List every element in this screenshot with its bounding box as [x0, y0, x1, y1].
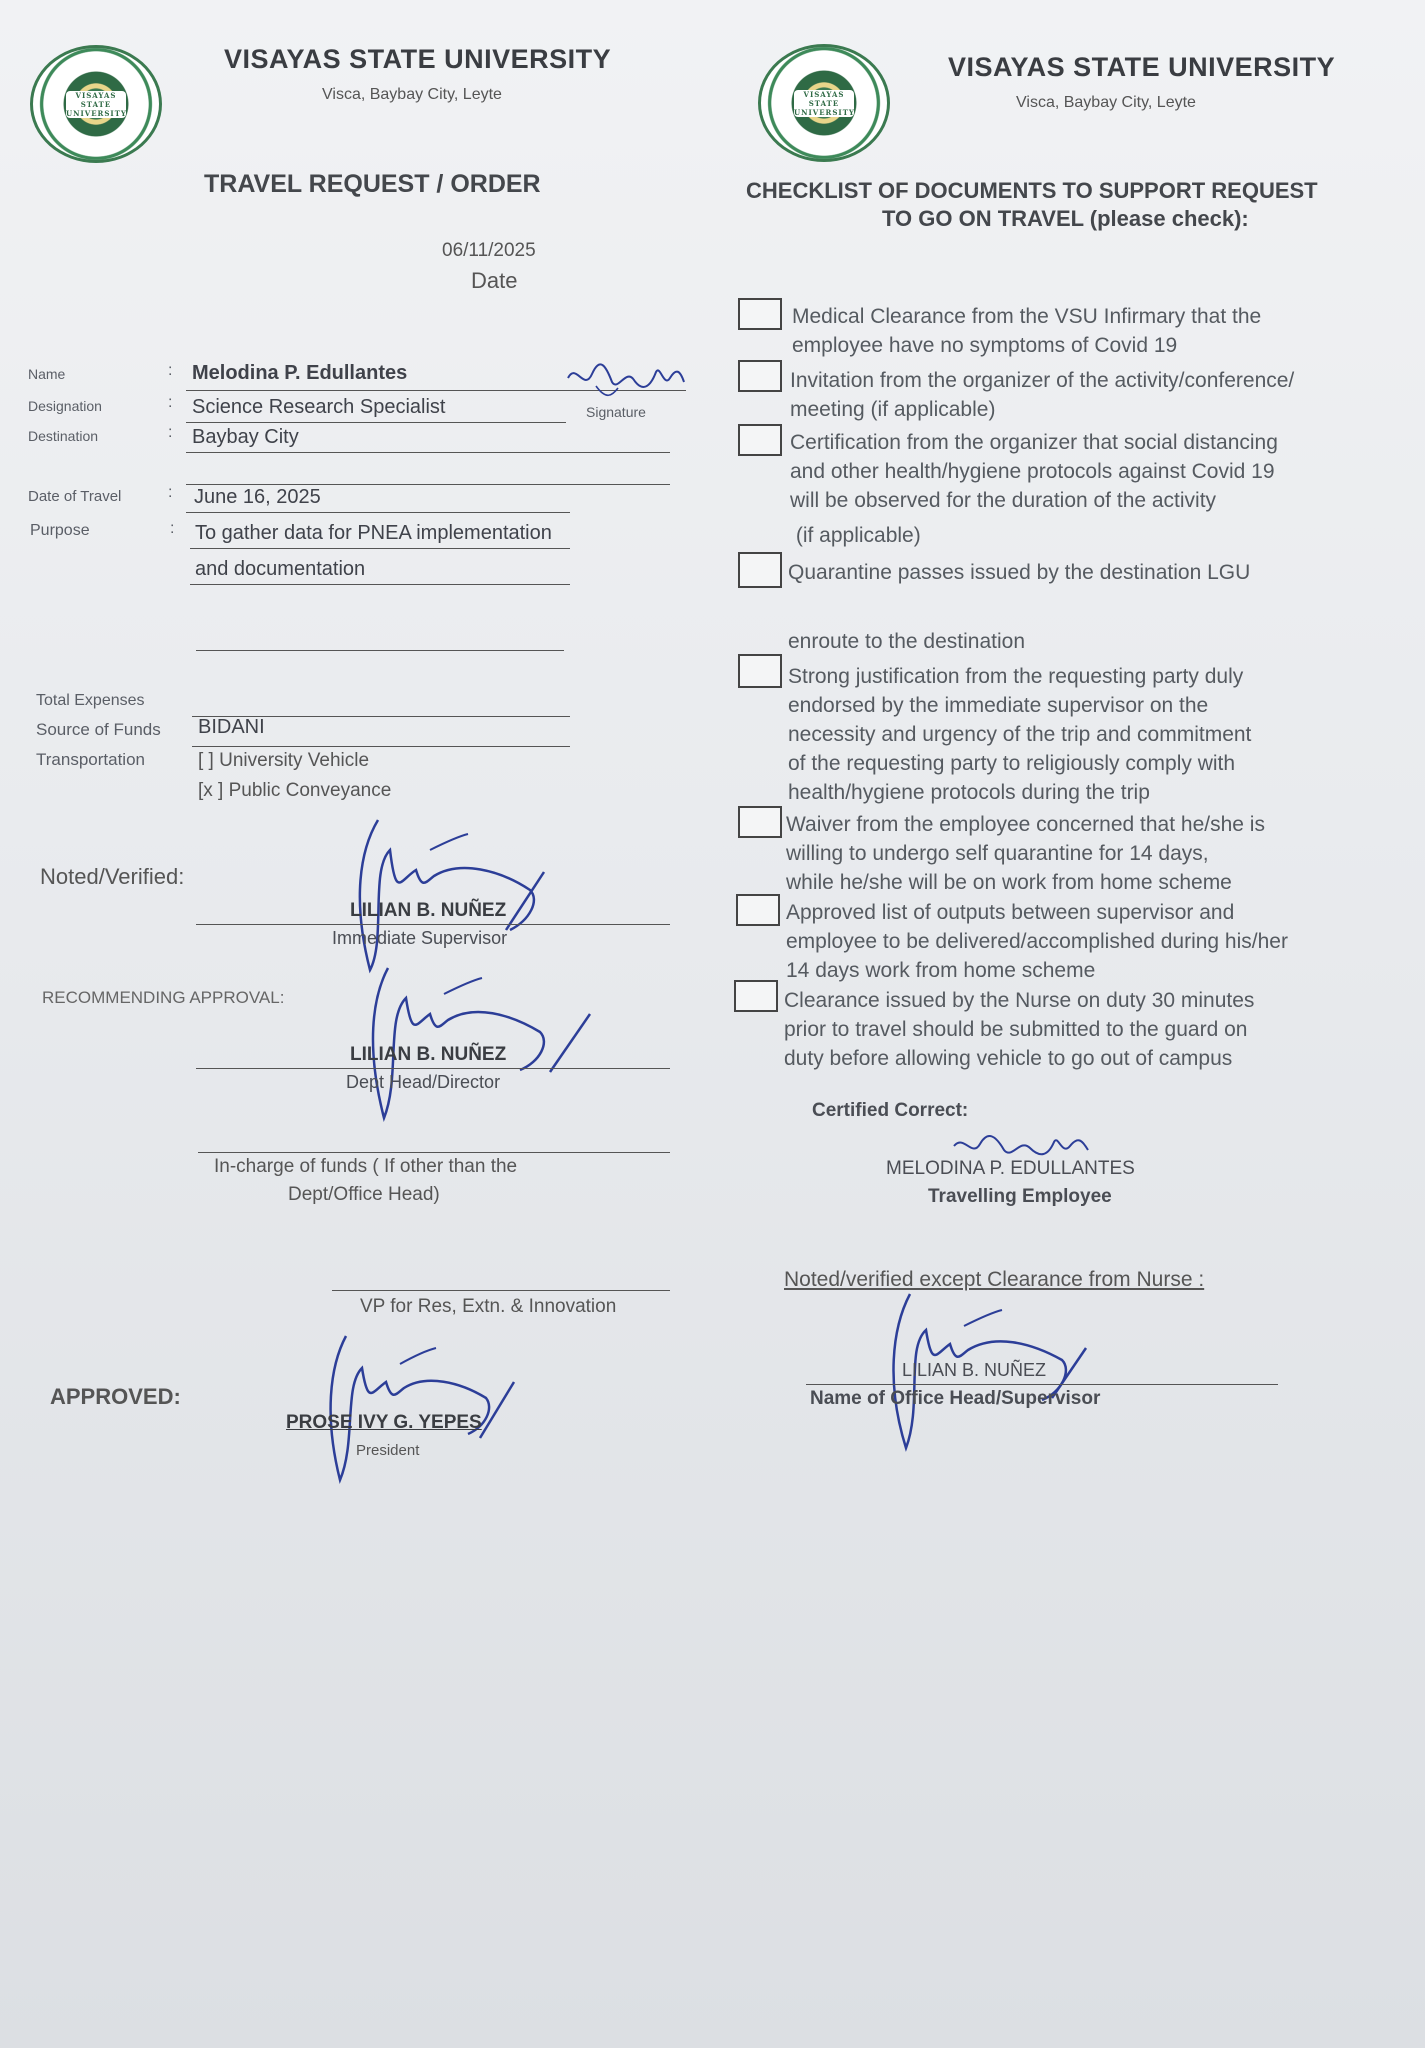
- seal-text: VISAYAS STATE UNIVERSITY: [794, 89, 855, 117]
- request-date: 06/11/2025: [442, 240, 536, 261]
- checklist-line: health/hygiene protocols during the trip: [788, 781, 1150, 804]
- transport-option-public-conveyance: [x ] Public Conveyance: [198, 780, 392, 801]
- president-role: President: [356, 1442, 420, 1459]
- university-address: Visca, Baybay City, Leyte: [322, 86, 502, 103]
- employee-role: Travelling Employee: [928, 1186, 1112, 1207]
- checklist-line: Quarantine passes issued by the destination LGU: [788, 561, 1251, 584]
- destination-value: Baybay City: [192, 426, 299, 448]
- checklist-line: employee to be delivered/accomplished during his/her: [786, 930, 1288, 953]
- checklist-line: will be observed for the duration of the activity: [790, 489, 1217, 512]
- designation-label: Designation: [28, 398, 102, 414]
- university-seal-right: [758, 44, 890, 162]
- certified-correct-label: Certified Correct:: [812, 1100, 969, 1121]
- checklist-line: while he/she will be on work from home scheme: [786, 871, 1232, 894]
- employee-signature: [566, 352, 686, 408]
- checklist-line: enroute to the destination: [788, 630, 1026, 653]
- checklist-line: Clearance issued by the Nurse on duty 30 minutes: [784, 989, 1255, 1012]
- university-name: VISAYAS STATE UNIVERSITY: [948, 52, 1336, 82]
- checkbox-medical-clearance[interactable]: [738, 298, 782, 330]
- checkbox-waiver[interactable]: [738, 806, 782, 838]
- form-title: TRAVEL REQUEST / ORDER: [204, 170, 541, 198]
- funds-incharge-role-2: Dept/Office Head): [288, 1184, 440, 1205]
- office-head-role: Name of Office Head/Supervisor: [810, 1388, 1101, 1409]
- date-of-travel-value: June 16, 2025: [194, 486, 321, 508]
- checklist-line: Medical Clearance from the VSU Infirmary that the: [792, 305, 1262, 328]
- checklist-item-invitation: [790, 366, 1294, 424]
- university-name: VISAYAS STATE UNIVERSITY: [224, 44, 612, 74]
- dept-head-name: LILIAN B. NUÑEZ: [350, 1044, 507, 1065]
- funds-incharge-role-1: In-charge of funds ( If other than the: [214, 1156, 518, 1177]
- noted-except-clearance-label: Noted/verified except Clearance from Nurse :: [784, 1268, 1205, 1291]
- checklist-title-line-2: TO GO ON TRAVEL (please check):: [882, 206, 1249, 231]
- office-head-line: [806, 1384, 1278, 1385]
- checkbox-quarantine-passes[interactable]: [738, 552, 782, 588]
- purpose-underline-2: [190, 584, 570, 585]
- source-of-funds-line: [192, 746, 570, 747]
- signature-label: Signature: [586, 404, 646, 420]
- colon: :: [168, 484, 173, 501]
- checklist-title-line-1: CHECKLIST OF DOCUMENTS TO SUPPORT REQUEST: [746, 178, 1318, 203]
- purpose-line-2: and documentation: [195, 558, 366, 580]
- checklist-line: willing to undergo self quarantine for 14 days,: [786, 842, 1209, 865]
- checkbox-approved-outputs[interactable]: [736, 894, 780, 926]
- date-of-travel-line: [186, 512, 570, 513]
- total-expenses-label: Total Expenses: [36, 692, 145, 709]
- checklist-item-medical-clearance: [792, 302, 1261, 360]
- checklist-line: of the requesting party to religiously comply with: [788, 752, 1236, 775]
- supervisor-line: [196, 924, 670, 925]
- president-name: PROSE IVY G. YEPES: [286, 1412, 482, 1433]
- date-label: Date: [471, 268, 518, 293]
- checkbox-strong-justification[interactable]: [738, 654, 782, 688]
- checkbox-invitation[interactable]: [738, 360, 782, 392]
- checklist-line: [788, 587, 1250, 627]
- vp-line: [332, 1290, 670, 1291]
- checklist-line: endorsed by the immediate supervisor on the: [788, 694, 1209, 717]
- purpose-underline-1: [190, 548, 570, 549]
- checklist-line: prior to travel should be submitted to the guard on: [784, 1018, 1248, 1041]
- checklist-line: Strong justification from the requesting party duly: [788, 665, 1244, 688]
- seal-text: VISAYAS STATE UNIVERSITY: [66, 90, 127, 118]
- colon: :: [168, 424, 173, 441]
- checklist-line: 14 days work from home scheme: [786, 959, 1096, 982]
- checkbox-nurse-clearance[interactable]: [734, 980, 778, 1012]
- vp-role: VP for Res, Extn. & Innovation: [360, 1296, 617, 1317]
- purpose-line-1: To gather data for PNEA implementation: [195, 522, 552, 544]
- checklist-item-quarantine-passes: [788, 558, 1250, 656]
- dept-head-line: [196, 1068, 670, 1069]
- checklist-line: employee have no symptoms of Covid 19: [792, 334, 1178, 357]
- dept-head-role: Dept Head/Director: [346, 1072, 501, 1092]
- checklist-line: Invitation from the organizer of the activity/conference/: [790, 369, 1295, 392]
- checklist-line: necessity and urgency of the trip and commitment: [788, 723, 1252, 746]
- date-of-travel-label: Date of Travel: [28, 488, 122, 505]
- checklist-line: (if applicable): [790, 524, 921, 547]
- transport-option-university-vehicle: [ ] University Vehicle: [198, 750, 370, 771]
- colon: :: [168, 362, 173, 379]
- checklist-line: Certification from the organizer that social distancing: [790, 431, 1278, 454]
- checklist-line: Waiver from the employee concerned that he/she is: [786, 813, 1265, 836]
- transportation-label: Transportation: [36, 750, 145, 769]
- source-of-funds-value: BIDANI: [198, 716, 265, 738]
- approved-label: APPROVED:: [50, 1384, 181, 1409]
- checklist-item-nurse-clearance: [784, 986, 1254, 1073]
- employee-name: MELODINA P. EDULLANTES: [886, 1158, 1135, 1179]
- destination-line: [186, 452, 670, 453]
- checklist-item-waiver: [786, 810, 1265, 897]
- checklist-line: and other health/hygiene protocols against Covid 19: [790, 460, 1275, 483]
- checklist-line: duty before allowing vehicle to go out of campus: [784, 1047, 1233, 1070]
- checklist-item-approved-outputs: [786, 898, 1288, 985]
- university-address: Visca, Baybay City, Leyte: [1016, 94, 1196, 111]
- destination-label: Destination: [28, 428, 99, 444]
- colon: :: [170, 520, 175, 537]
- designation-value: Science Research Specialist: [192, 396, 446, 418]
- checklist-line: meeting (if applicable): [790, 398, 996, 421]
- supervisor-role: Immediate Supervisor: [332, 928, 508, 948]
- checklist-item-strong-justification: [788, 662, 1251, 807]
- supervisor-name: LILIAN B. NUÑEZ: [350, 900, 507, 921]
- noted-verified-label: Noted/Verified:: [40, 864, 185, 889]
- name-label: Name: [28, 366, 66, 382]
- checklist-line: Approved list of outputs between supervisor and: [786, 901, 1235, 924]
- designation-line: [186, 422, 566, 423]
- checklist-item-certification: [790, 428, 1278, 550]
- name-value: Melodina P. Edullantes: [192, 362, 408, 384]
- purpose-label: Purpose: [30, 522, 90, 539]
- checkbox-certification[interactable]: [738, 424, 782, 456]
- purpose-underline-3: [196, 650, 564, 651]
- funds-incharge-line: [198, 1152, 670, 1153]
- university-seal-left: [30, 45, 162, 163]
- office-head-name: LILIAN B. NUÑEZ: [902, 1360, 1047, 1380]
- recommending-approval-label: RECOMMENDING APPROVAL:: [42, 988, 285, 1007]
- destination-line-2: [186, 484, 670, 485]
- source-of-funds-label: Source of Funds: [36, 720, 161, 739]
- colon: :: [168, 394, 173, 411]
